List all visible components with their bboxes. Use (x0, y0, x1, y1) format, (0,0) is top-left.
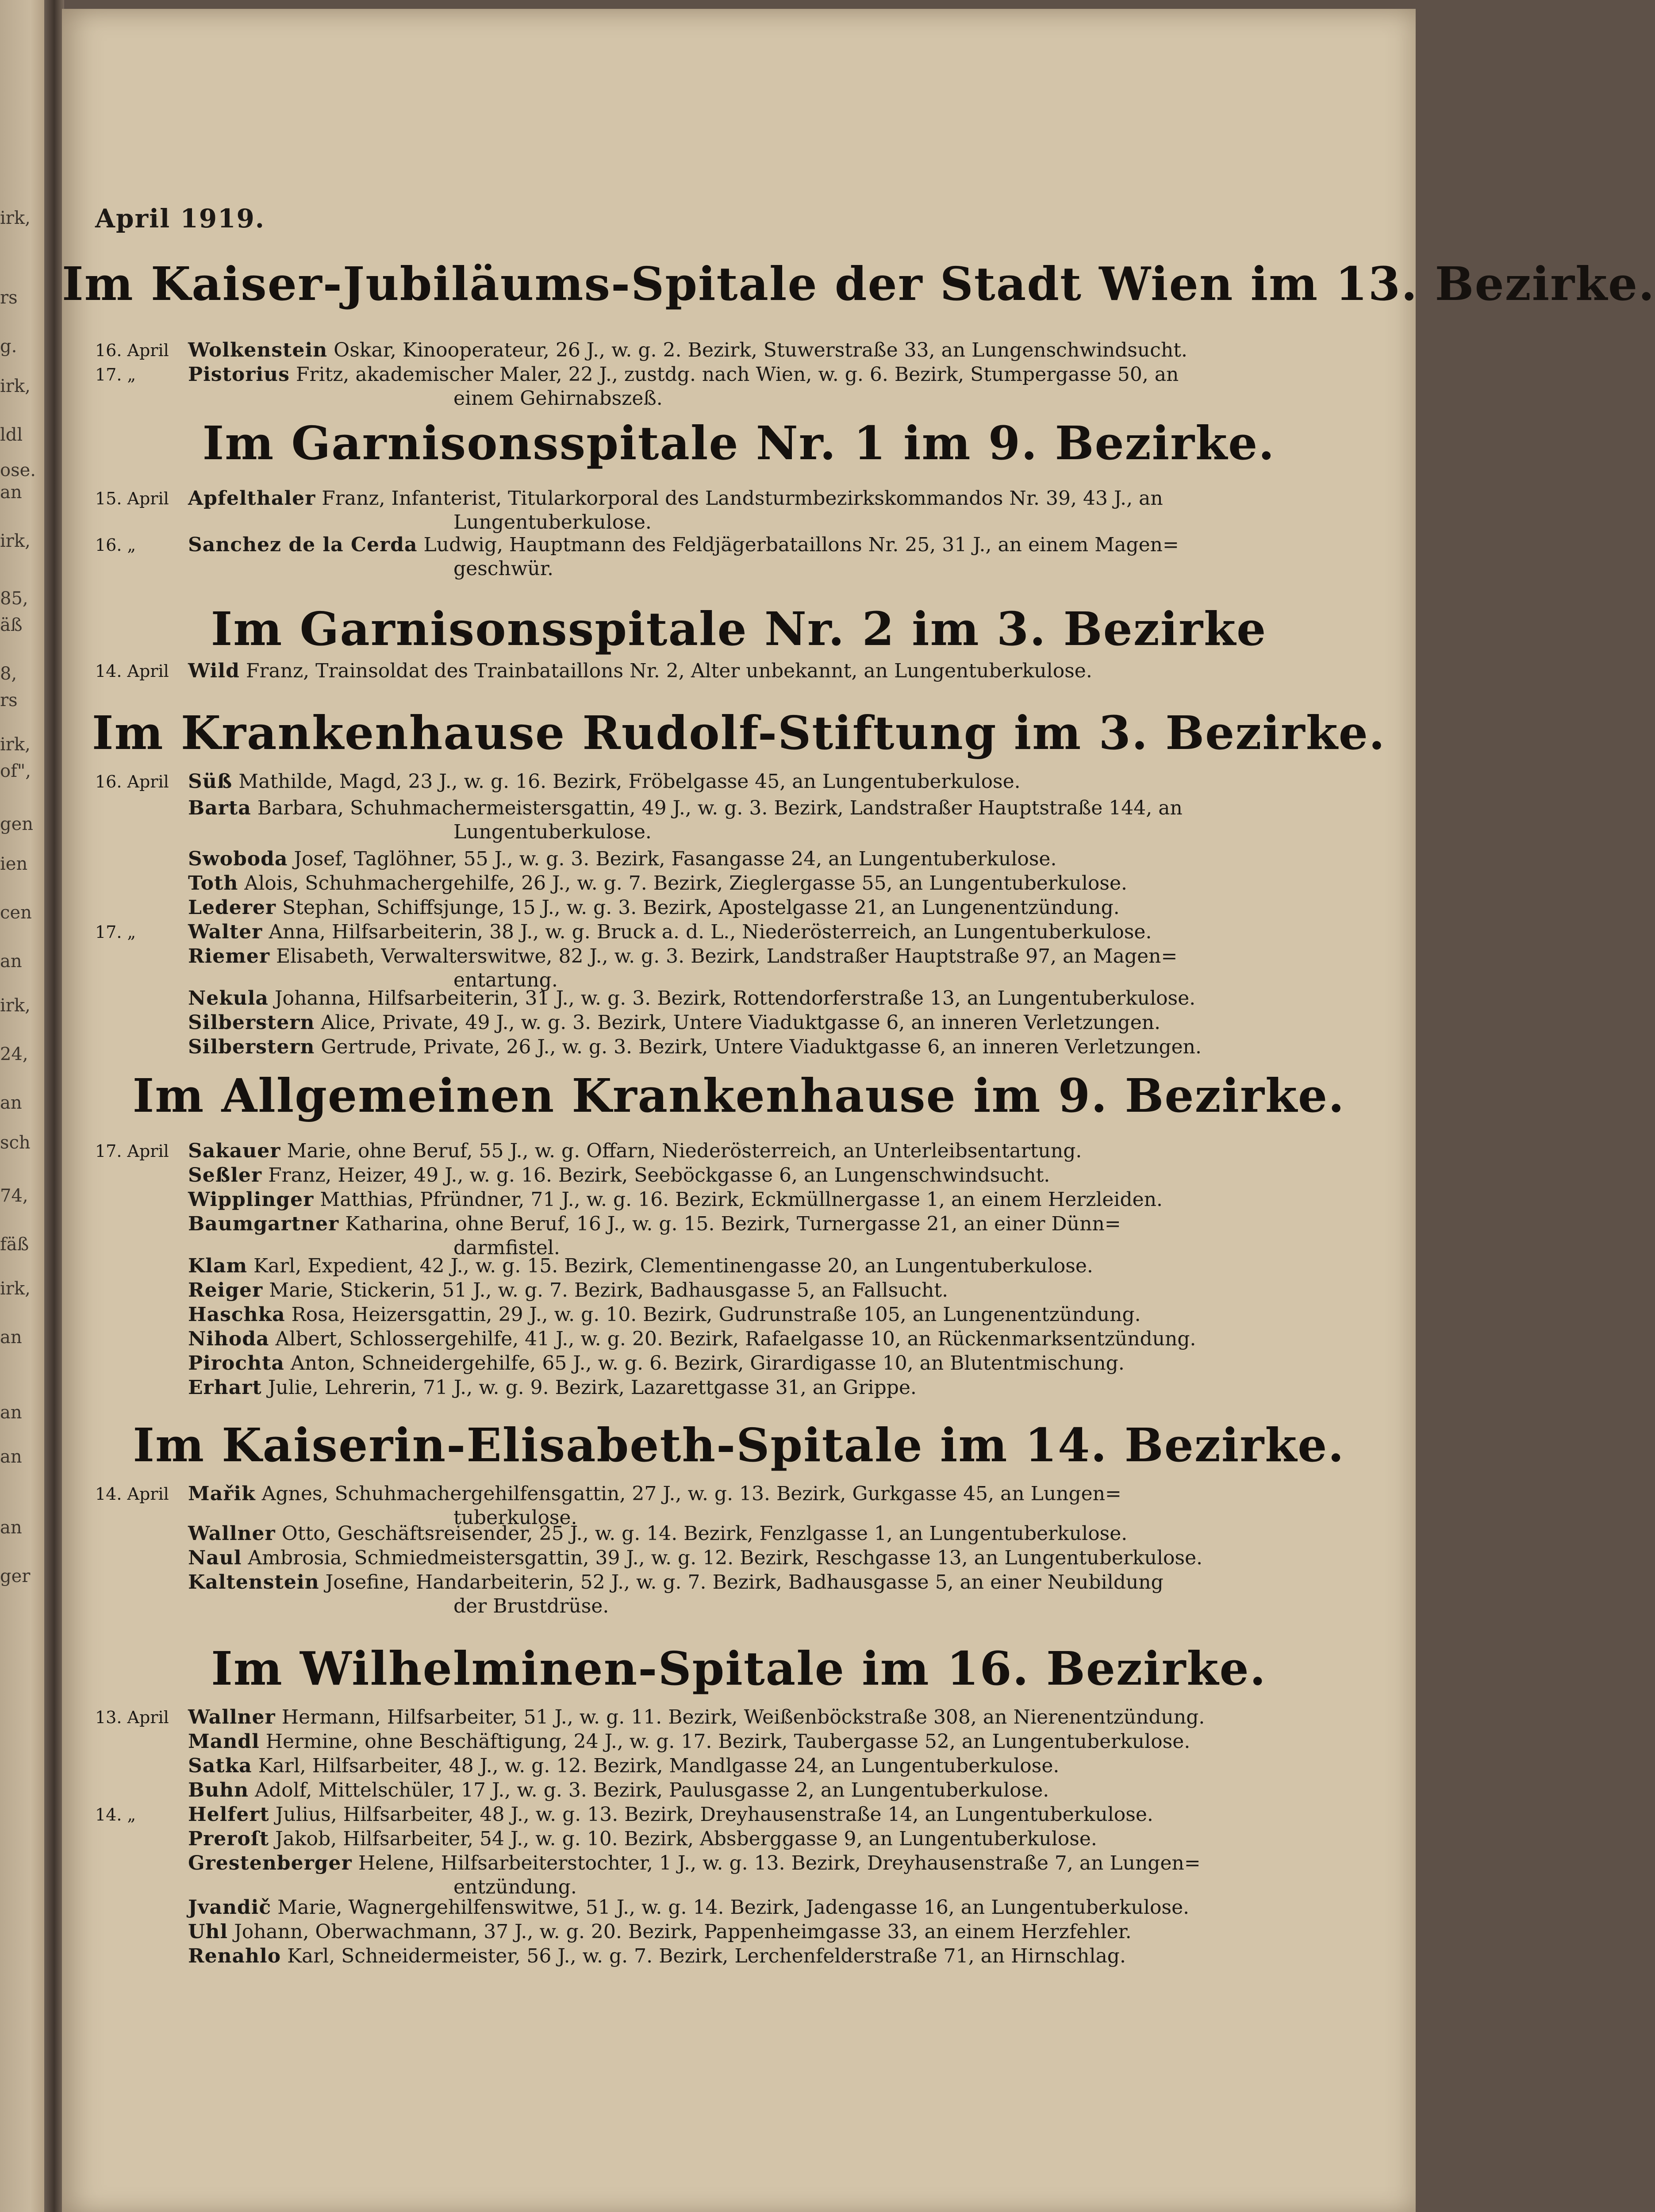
entry-details: Ludwig, Hauptmann des Feldjägerbataillons Nr. 25, 31 J., an einem Magen= (417, 534, 1179, 556)
entry-details: Oskar, Kinooperateur, 26 J., w. g. 2. Bezirk, Stuwerstraße 33, an Lungenschwindsucht. (327, 339, 1187, 361)
death-record-entry (95, 1212, 1325, 1260)
entry-surname: Wild (188, 660, 240, 682)
entry-body (188, 1352, 1321, 1375)
entry-surname: Wallner (188, 1706, 276, 1728)
death-record-entry (95, 1571, 1325, 1618)
entry-surname: Mandl (188, 1730, 260, 1753)
death-record-entry (95, 1920, 1325, 1944)
entry-continuation: entzündung. (453, 1876, 577, 1898)
entry-body (188, 1546, 1321, 1570)
entry-surname: Klam (188, 1255, 248, 1277)
document-page (62, 9, 1655, 2212)
death-record-entry (95, 1754, 1325, 1778)
left-fragment: an (0, 1093, 22, 1113)
entry-details: Julius, Hilfsarbeiter, 48 J., w. g. 13. Bezirk, Dreyhausenstraße 14, an Lungentuberkulose. (269, 1803, 1153, 1826)
entry-body (188, 1754, 1321, 1778)
left-fragment: gen (0, 814, 34, 834)
entry-body (188, 1851, 1321, 1899)
entry-surname: Lederer (188, 896, 276, 919)
entry-surname: Reiger (188, 1279, 263, 1302)
left-fragment: an (0, 1517, 22, 1538)
entry-date: 14. April (95, 1484, 169, 1504)
death-record-entry (95, 920, 1325, 944)
entry-body (188, 1827, 1321, 1851)
entry-surname: Nihoda (188, 1328, 269, 1350)
entry-surname: Preroſt (188, 1828, 269, 1850)
entry-details: Anton, Schneidergehilfe, 65 J., w. g. 6. Bezirk, Girardigasse 10, an Blutentmischung. (284, 1352, 1125, 1375)
death-record-entry (95, 338, 1325, 362)
entry-details: Barbara, Schuhmachermeistersgattin, 49 J., w. g. 3. Bezirk, Landstraßer Hauptstraße 144, an (251, 797, 1183, 819)
entry-date: 16. „ (95, 535, 136, 555)
death-record-entry (95, 1851, 1325, 1899)
left-fragment: irk, (0, 995, 31, 1016)
death-record-entry (95, 1944, 1325, 1968)
entry-details: Gertrude, Private, 26 J., w. g. 3. Bezirk, Untere Viaduktgasse 6, an inneren Verletzungen. (315, 1036, 1202, 1058)
entry-body (188, 1279, 1321, 1302)
entry-body (188, 1254, 1321, 1278)
left-fragment: äß (0, 615, 23, 635)
entry-date: 14. „ (95, 1805, 136, 1824)
entry-body (188, 659, 1321, 683)
section-heading: Im Kaiser-Jubiläums-Spitale der Stadt Wien im 13. Bezirke. (62, 257, 1655, 311)
entry-surname: Pirochta (188, 1352, 284, 1375)
entry-surname: Swoboda (188, 848, 288, 870)
entry-continuation: der Brustdrüse. (453, 1595, 609, 1617)
entry-body (188, 1522, 1321, 1546)
entry-surname: Sakauer (188, 1140, 281, 1162)
entry-surname: Grestenberger (188, 1852, 352, 1874)
entry-body (188, 1164, 1321, 1187)
entry-body (188, 896, 1321, 920)
entry-details: Hermine, ohne Beschäftigung, 24 J., w. g. 17. Bezirk, Taubergasse 52, an Lungentuberkulose. (259, 1730, 1190, 1753)
entry-surname: Nekula (188, 987, 269, 1010)
death-record-entry (95, 533, 1325, 581)
death-record-entry (95, 847, 1325, 871)
entry-body (188, 1705, 1321, 1729)
entry-continuation: Lungentuberkulose. (453, 511, 652, 534)
page-content (62, 9, 1655, 2212)
entry-date: 14. April (95, 661, 169, 681)
entry-body (188, 987, 1321, 1010)
death-record-entry (95, 1139, 1325, 1163)
entry-surname: Walter (188, 921, 263, 943)
entry-date: 13. April (95, 1708, 169, 1727)
left-fragment: of", (0, 761, 31, 781)
entry-body (188, 1571, 1321, 1618)
entry-details: Elisabeth, Verwalterswitwe, 82 J., w. g. 3. Bezirk, Landstraßer Hauptstraße 97, an Magen= (270, 945, 1178, 968)
entry-date: 17. „ (95, 365, 136, 384)
entry-details: Stephan, Schiffsjunge, 15 J., w. g. 3. Bezirk, Apostelgasse 21, an Lungenentzündung. (276, 896, 1120, 919)
entry-surname: Baumgartner (188, 1213, 339, 1235)
left-fragment: ose. (0, 460, 36, 480)
entry-body (188, 1327, 1321, 1351)
left-fragment: an (0, 482, 22, 503)
entry-date: 15. April (95, 489, 169, 508)
entry-surname: Satka (188, 1755, 252, 1777)
entry-details: Adolf, Mittelschüler, 17 J., w. g. 3. Bezirk, Paulusgasse 2, an Lungentuberkulose. (249, 1779, 1049, 1801)
left-fragment: an (0, 951, 22, 972)
left-fragment: cen (0, 902, 32, 923)
entry-surname: Süß (188, 770, 233, 793)
entry-body (188, 1139, 1321, 1163)
left-fragment: 8, (0, 664, 17, 684)
death-record-entry (95, 1303, 1325, 1327)
left-fragment: irk, (0, 531, 31, 551)
entry-body (188, 1188, 1321, 1212)
death-record-entry (95, 896, 1325, 920)
entry-details: Franz, Heizer, 49 J., w. g. 16. Bezirk, Seeböckgasse 6, an Lungenschwindsucht. (262, 1164, 1050, 1187)
entry-surname: Erhart (188, 1376, 262, 1399)
death-record-entry (95, 363, 1325, 411)
entry-body (188, 363, 1321, 411)
left-fragment: ien (0, 854, 28, 874)
left-fragment: irk, (0, 208, 31, 228)
left-fragment: irk, (0, 376, 31, 396)
left-fragment: an (0, 1402, 22, 1423)
entry-surname: Seßler (188, 1164, 262, 1187)
left-fragment: ldl (0, 425, 23, 445)
entry-surname: Wipplinger (188, 1188, 314, 1211)
left-fragment: ger (0, 1566, 31, 1586)
entry-details: Otto, Geschäftsreisender, 25 J., w. g. 14. Bezirk, Fenzlgasse 1, an Lungentuberkulose. (275, 1522, 1128, 1545)
entry-body (188, 1212, 1321, 1260)
section-heading: Im Wilhelminen-Spitale im 16. Bezirke. (211, 1641, 1267, 1696)
entry-surname: Mařik (188, 1482, 256, 1505)
death-record-entry (95, 1522, 1325, 1546)
entry-date: 17. „ (95, 922, 136, 942)
section-heading: Im Allgemeinen Krankenhause im 9. Bezirke. (132, 1068, 1345, 1123)
death-record-entry (95, 1279, 1325, 1302)
entry-details: Josef, Taglöhner, 55 J., w. g. 3. Bezirk, Fasangasse 24, an Lungentuberkulose. (288, 848, 1057, 870)
left-fragment: an (0, 1327, 22, 1348)
entry-details: Alice, Private, 49 J., w. g. 3. Bezirk, Untere Viaduktgasse 6, an inneren Verletzungen. (315, 1011, 1161, 1034)
entry-body (188, 1920, 1321, 1944)
entry-continuation: geschwür. (453, 557, 553, 580)
entry-continuation: tuberkulose. (453, 1506, 577, 1529)
entry-surname: Jvandič (188, 1896, 272, 1919)
section-heading: Im Garnisonsspitale Nr. 2 im 3. Bezirke (211, 602, 1267, 656)
death-record-entry (95, 1376, 1325, 1400)
entry-body (188, 1896, 1321, 1920)
entry-details: Franz, Trainsoldat des Trainbataillons Nr. 2, Alter unbekannt, an Lungentuberkulose. (239, 660, 1092, 682)
entry-surname: Pistorius (188, 363, 290, 386)
entry-body (188, 1778, 1321, 1802)
left-fragment: rs (0, 690, 18, 710)
death-record-entry (95, 1035, 1325, 1059)
death-record-entry (95, 770, 1325, 794)
entry-surname: Silberstern (188, 1011, 315, 1034)
entry-details: Albert, Schlossergehilfe, 41 J., w. g. 20. Bezirk, Rafaelgasse 10, an Rückenmarksentzündung. (269, 1328, 1196, 1350)
death-record-entry (95, 1896, 1325, 1920)
entry-details: Anna, Hilfsarbeiterin, 38 J., w. g. Bruck a. d. L., Niederösterreich, an Lungentuberkulose. (262, 921, 1152, 943)
death-record-entry (95, 1705, 1325, 1729)
death-record-entry (95, 487, 1325, 534)
entry-body (188, 1376, 1321, 1400)
entry-details: Katharina, ohne Beruf, 16 J., w. g. 15. Bezirk, Turnergasse 21, an einer Dünn= (339, 1213, 1121, 1235)
death-record-entry (95, 1327, 1325, 1351)
death-record-entry (95, 1778, 1325, 1802)
entry-surname: Renahlo (188, 1945, 281, 1967)
entry-details: Marie, Stickerin, 51 J., w. g. 7. Bezirk, Badhausgasse 5, an Fallsucht. (263, 1279, 948, 1302)
entry-details: Matthias, Pfründner, 71 J., w. g. 16. Bezirk, Eckmüllnergasse 1, an einem Herzleiden. (314, 1188, 1163, 1211)
entry-details: Hermann, Hilfsarbeiter, 51 J., w. g. 11. Bezirk, Weißenböckstraße 308, an Nierenentzündung. (275, 1706, 1205, 1728)
entry-surname: Haschka (188, 1303, 285, 1326)
section-heading: Im Kaiserin-Elisabeth-Spitale im 14. Bezirke. (133, 1418, 1345, 1472)
entry-date: 16. April (95, 772, 169, 791)
entry-details: Fritz, akademischer Maler, 22 J., zustdg. nach Wien, w. g. 6. Bezirk, Stumpergasse 50, an (289, 363, 1179, 386)
entry-continuation: einem Gehirnabszeß. (453, 387, 663, 410)
entry-details: Josefine, Handarbeiterin, 52 J., w. g. 7. Bezirk, Badhausgasse 5, an einer Neubildung (319, 1571, 1163, 1594)
entry-details: Marie, ohne Beruf, 55 J., w. g. Offarn, Niederösterreich, an Unterleibsentartung. (280, 1140, 1082, 1162)
entry-continuation: entartung. (453, 969, 558, 991)
entry-surname: Toth (188, 872, 238, 895)
page-date-header: April 1919. (95, 204, 265, 234)
entry-details: Marie, Wagnergehilfenswitwe, 51 J., w. g. 14. Bezirk, Jadengasse 16, an Lungentuberkulose. (271, 1896, 1190, 1919)
entry-surname: Silberstern (188, 1036, 315, 1058)
book-gutter (44, 0, 64, 2212)
entry-body (188, 533, 1321, 581)
entry-body (188, 487, 1321, 534)
death-record-entry (95, 1352, 1325, 1375)
entry-details: Ambrosia, Schmiedmeistersgattin, 39 J., w. g. 12. Bezirk, Reschgasse 13, an Lungentuberkulose. (242, 1547, 1203, 1569)
left-fragment: fäß (0, 1234, 29, 1255)
entry-details: Johann, Oberwachmann, 37 J., w. g. 20. Bezirk, Pappenheimgasse 33, an einem Herzfehler. (228, 1920, 1132, 1943)
entry-body (188, 1303, 1321, 1327)
death-record-entry (95, 1730, 1325, 1754)
left-fragment: an (0, 1447, 22, 1467)
entry-body (188, 1803, 1321, 1827)
entry-body (188, 770, 1321, 794)
entry-body (188, 796, 1321, 844)
entry-details: Jakob, Hilfsarbeiter, 54 J., w. g. 10. Bezirk, Absberggasse 9, an Lungentuberkulose. (269, 1828, 1097, 1850)
entry-body (188, 1730, 1321, 1754)
death-record-entry (95, 1546, 1325, 1570)
section-heading: Im Krankenhause Rudolf-Stiftung im 3. Bezirke. (92, 706, 1386, 760)
entry-continuation: darmfistel. (453, 1237, 560, 1259)
entry-details: Karl, Expedient, 42 J., w. g. 15. Bezirk, Clementinengasse 20, an Lungentuberkulose. (247, 1255, 1093, 1277)
entry-details: Agnes, Schuhmachergehilfensgattin, 27 J., w. g. 13. Bezirk, Gurkgasse 45, an Lungen= (255, 1482, 1121, 1505)
death-record-entry (95, 987, 1325, 1010)
entry-details: Mathilde, Magd, 23 J., w. g. 16. Bezirk, Fröbelgasse 45, an Lungentuberkulose. (232, 770, 1021, 793)
entry-surname: Sanchez de la Cerda (188, 534, 418, 556)
entry-details: Karl, Schneidermeister, 56 J., w. g. 7. Bezirk, Lerchenfelderstraße 71, an Hirnschlag. (281, 1945, 1126, 1967)
entry-body (188, 920, 1321, 944)
entry-details: Alois, Schuhmachergehilfe, 26 J., w. g. 7. Bezirk, Zieglergasse 55, an Lungentuberkulose. (238, 872, 1128, 895)
entry-body (188, 872, 1321, 895)
death-record-entry (95, 872, 1325, 895)
entry-body (188, 338, 1321, 362)
left-fragment: irk, (0, 734, 31, 755)
death-record-entry (95, 1803, 1325, 1827)
entry-surname: Apfelthaler (188, 487, 316, 510)
left-fragment: 85, (0, 588, 28, 609)
entry-surname: Barta (188, 797, 251, 819)
entry-body (188, 1011, 1321, 1035)
entry-surname: Naul (188, 1547, 242, 1569)
left-fragment: irk, (0, 1279, 31, 1299)
entry-details: Rosa, Heizersgattin, 29 J., w. g. 10. Bezirk, Gudrunstraße 105, an Lungenentzündung. (285, 1303, 1141, 1326)
entry-date: 17. April (95, 1141, 169, 1161)
entry-surname: Wallner (188, 1522, 276, 1545)
left-fragment: 74, (0, 1186, 28, 1206)
entry-body (188, 1944, 1321, 1968)
section-heading: Im Garnisonsspitale Nr. 1 im 9. Bezirke. (202, 416, 1275, 470)
entry-surname: Kaltenstein (188, 1571, 319, 1594)
death-record-entry (95, 1827, 1325, 1851)
death-record-entry (95, 1188, 1325, 1212)
death-record-entry (95, 659, 1325, 683)
entry-surname: Riemer (188, 945, 270, 968)
left-fragment: g. (0, 336, 17, 357)
death-record-entry (95, 945, 1325, 992)
left-fragment: 24, (0, 1044, 28, 1064)
death-record-entry (95, 1254, 1325, 1278)
death-record-entry (95, 1164, 1325, 1187)
entry-surname: Buhn (188, 1779, 249, 1801)
entry-body (188, 945, 1321, 992)
left-page-edge (0, 0, 51, 2212)
entry-surname: Uhl (188, 1920, 228, 1943)
death-record-entry (95, 1011, 1325, 1035)
death-record-entry (95, 796, 1325, 844)
entry-details: Helene, Hilfsarbeiterstochter, 1 J., w. g. 13. Bezirk, Dreyhausenstraße 7, an Lungen= (352, 1852, 1201, 1874)
left-fragment: rs (0, 288, 18, 308)
entry-surname: Wolkenstein (188, 339, 328, 361)
entry-details: Franz, Infanterist, Titularkorporal des Landsturmbezirkskommandos Nr. 39, 43 J., an (315, 487, 1163, 510)
entry-details: Julie, Lehrerin, 71 J., w. g. 9. Bezirk, Lazarettgasse 31, an Grippe. (261, 1376, 917, 1399)
entry-details: Karl, Hilfsarbeiter, 48 J., w. g. 12. Bezirk, Mandlgasse 24, an Lungentuberkulose. (252, 1755, 1060, 1777)
entry-date: 16. April (95, 341, 169, 360)
left-fragment: sch (0, 1133, 31, 1153)
entry-surname: Helfert (188, 1803, 269, 1826)
entry-body (188, 1035, 1321, 1059)
entry-continuation: Lungentuberkulose. (453, 821, 652, 843)
entry-body (188, 847, 1321, 871)
entry-details: Johanna, Hilfsarbeiterin, 31 J., w. g. 3. Bezirk, Rottendorferstraße 13, an Lungentuberkulose. (268, 987, 1196, 1010)
